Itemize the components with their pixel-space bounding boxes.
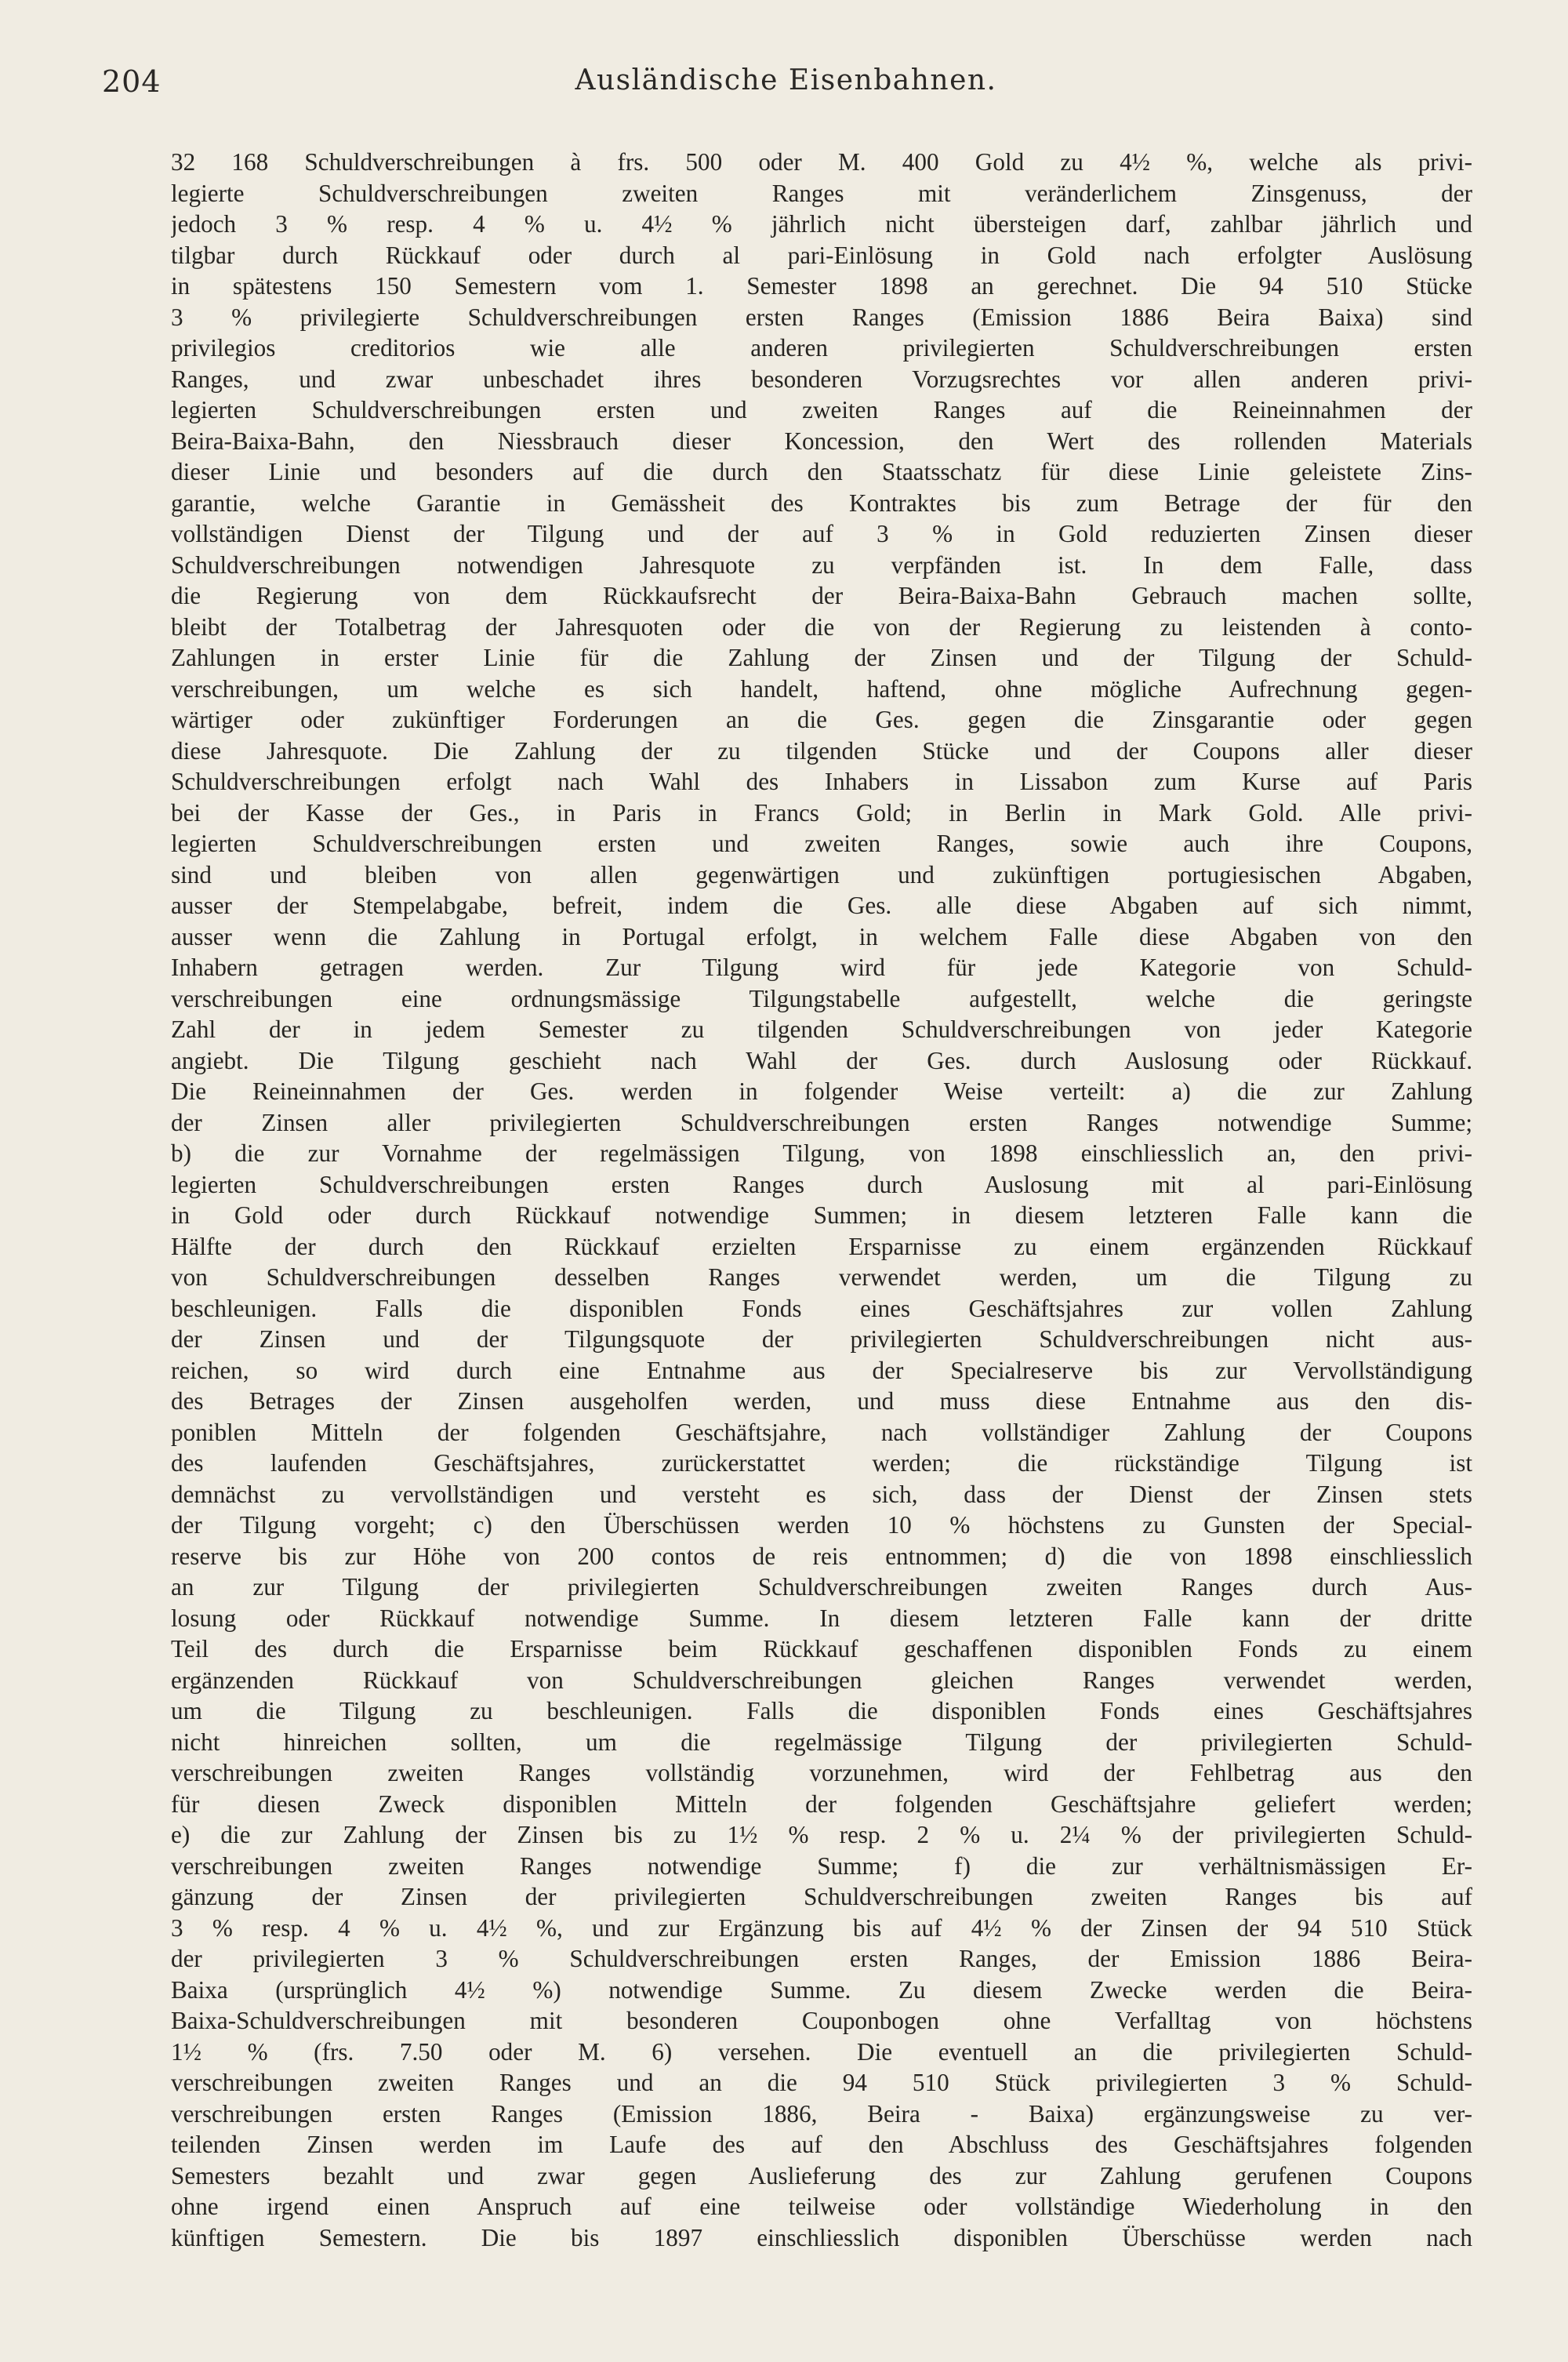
text-line: verschreibungen eine ordnungsmässige Tilgungstabelle aufgestellt, welche die geringste [171, 984, 1472, 1012]
text-line: teilenden Zinsen werden im Laufe des auf den Abschluss des Geschäftsjahres folgenden [171, 2131, 1472, 2158]
text-line: poniblen Mitteln der folgenden Geschäftsjahre, nach vollständiger Zahlung der Coupons [171, 1418, 1472, 1446]
text-line: beschleunigen. Falls die disponiblen Fonds eines Geschäftsjahres zur vollen Zahlung [171, 1294, 1472, 1322]
body-text [171, 147, 1472, 2253]
text-line: Zahl der in jedem Semester zu tilgenden Schuldverschreibungen von jeder Kategorie [171, 1016, 1472, 1043]
text-line: demnächst zu vervollständigen und versteht es sich, dass der Dienst der Zinsen stets [171, 1480, 1472, 1508]
text-line: Hälfte der durch den Rückkauf erzielten Ersparnisse zu einem ergänzenden Rückkauf [171, 1232, 1472, 1260]
text-line: Teil des durch die Ersparnisse beim Rückkauf geschaffenen disponiblen Fonds zu einem [171, 1635, 1472, 1662]
text-line: ergänzenden Rückkauf von Schuldverschreibungen gleichen Ranges verwendet werden, [171, 1666, 1472, 1694]
text-line: Semesters bezahlt und zwar gegen Auslieferung des zur Zahlung gerufenen Coupons [171, 2161, 1472, 2189]
text-line: reichen, so wird durch eine Entnahme aus der Specialreserve bis zur Vervollständigung [171, 1356, 1472, 1384]
text-line: Baixa (ursprünglich 4½ %) notwendige Summe. Zu diesem Zwecke werden die Beira- [171, 1975, 1472, 2004]
text-line: an zur Tilgung der privilegierten Schuldverschreibungen zweiten Ranges durch Aus- [171, 1573, 1472, 1601]
text-line: in spätestens 150 Semestern vom 1. Semester 1898 an gerechnet. Die 94 510 Stücke [171, 272, 1472, 300]
text-line: 3 % privilegierte Schuldverschreibungen ersten Ranges (Emission 1886 Beira Baixa) sind [171, 303, 1472, 331]
page-header [102, 64, 1470, 111]
text-line: b) die zur Vornahme der regelmässigen Tilgung, von 1898 einschliesslich an, den privi- [171, 1139, 1472, 1167]
text-line: angiebt. Die Tilgung geschieht nach Wahl der Ges. durch Auslosung oder Rückkauf. [171, 1046, 1472, 1074]
text-line: der Zinsen aller privilegierten Schuldverschreibungen ersten Ranges notwendige Summe; [171, 1108, 1472, 1136]
text-line: vollständigen Dienst der Tilgung und der auf 3 % in Gold reduzierten Zinsen dieser [171, 520, 1472, 547]
text-line: Zahlungen in erster Linie für die Zahlung der Zinsen und der Tilgung der Schuld- [171, 644, 1472, 671]
text-line: legierten Schuldverschreibungen ersten und zweiten Ranges, sowie auch ihre Coupons, [171, 830, 1472, 857]
text-line: des laufenden Geschäftsjahres, zurückerstattet werden; die rückständige Tilgung ist [171, 1449, 1472, 1477]
text-line: des Betrages der Zinsen ausgeholfen werden, und muss diese Entnahme aus den dis- [171, 1387, 1472, 1415]
text-line: verschreibungen, um welche es sich handelt, haftend, ohne mögliche Aufrechnung gegen- [171, 674, 1472, 703]
text-line: verschreibungen zweiten Ranges und an die 94 510 Stück privilegierten 3 % Schuld- [171, 2069, 1472, 2096]
text-line: 32 168 Schuldverschreibungen à frs. 500 oder M. 400 Gold zu 4½ %, welche als privi- [171, 148, 1472, 176]
text-line: sind und bleiben von allen gegenwärtigen und zukünftigen portugiesischen Abgaben, [171, 860, 1472, 888]
text-line: bleibt der Totalbetrag der Jahresquoten oder die von der Regierung zu leistenden à conto- [171, 612, 1472, 641]
text-line: losung oder Rückkauf notwendige Summe. In diesem letzteren Falle kann der dritte [171, 1604, 1472, 1632]
text-line: reserve bis zur Höhe von 200 contos de reis entnommen; d) die von 1898 einschliesslich [171, 1542, 1472, 1570]
text-line: Die Reineinnahmen der Ges. werden in folgender Weise verteilt: a) die zur Zahlung [171, 1077, 1472, 1105]
text-line: wärtiger oder zukünftiger Forderungen an die Ges. gegen die Zinsgarantie oder gegen [171, 706, 1472, 733]
text-line: der Tilgung vorgeht; c) den Überschüssen werden 10 % höchstens zu Gunsten der Special- [171, 1511, 1472, 1539]
text-line: der privilegierten 3 % Schuldverschreibungen ersten Ranges, der Emission 1886 Beira- [171, 1945, 1472, 1972]
text-line: gänzung der Zinsen der privilegierten Schuldverschreibungen zweiten Ranges bis auf [171, 1883, 1472, 1910]
text-line: legierte Schuldverschreibungen zweiten Ranges mit veränderlichem Zinsgenuss, der [171, 179, 1472, 207]
text-line: 3 % resp. 4 % u. 4½ %, und zur Ergänzung bis auf 4½ % der Zinsen der 94 510 Stück [171, 1913, 1472, 1942]
text-line: in Gold oder durch Rückkauf notwendige Summen; in diesem letzteren Falle kann die [171, 1201, 1472, 1229]
text-line: dieser Linie und besonders auf die durch den Staatsschatz für diese Linie geleistete Zins- [171, 458, 1472, 485]
text-line: Beira-Baixa-Bahn, den Niessbrauch dieser Koncession, den Wert des rollenden Materials [171, 427, 1472, 455]
text-line: tilgbar durch Rückkauf oder durch al pari-Einlösung in Gold nach erfolgter Auslösung [171, 241, 1472, 269]
text-line: verschreibungen zweiten Ranges vollständig vorzunehmen, wird der Fehlbetrag aus den [171, 1759, 1472, 1786]
text-line: garantie, welche Garantie in Gemässheit des Kontraktes bis zum Betrage der für den [171, 489, 1472, 517]
text-line: Schuldverschreibungen erfolgt nach Wahl des Inhabers in Lissabon zum Kurse auf Paris [171, 768, 1472, 795]
text-line: 1½ % (frs. 7.50 oder M. 6) versehen. Die eventuell an die privilegierten Schuld- [171, 2037, 1472, 2066]
text-line: um die Tilgung zu beschleunigen. Falls die disponiblen Fonds eines Geschäftsjahres [171, 1697, 1472, 1724]
running-title: Ausländische Eisenbahnen. [575, 64, 997, 96]
text-line: ohne irgend einen Anspruch auf eine teilweise oder vollständige Wiederholung in den [171, 2193, 1472, 2220]
text-line: Inhabern getragen werden. Zur Tilgung wird für jede Kategorie von Schuld- [171, 954, 1472, 981]
text-line: Schuldverschreibungen notwendigen Jahresquote zu verpfänden ist. In dem Falle, dass [171, 551, 1472, 579]
text-line: legierten Schuldverschreibungen ersten und zweiten Ranges auf die Reineinnahmen der [171, 396, 1472, 423]
text-line: e) die zur Zahlung der Zinsen bis zu 1½ % resp. 2 % u. 2¼ % der privilegierten Schuld- [171, 1821, 1472, 1848]
text-line: künftigen Semestern. Die bis 1897 einschliesslich disponiblen Überschüsse werden nach [171, 2223, 1472, 2251]
text-line: von Schuldverschreibungen desselben Ranges verwendet werden, um die Tilgung zu [171, 1263, 1472, 1291]
text-line: die Regierung von dem Rückkaufsrecht der Beira-Baixa-Bahn Gebrauch machen sollte, [171, 582, 1472, 609]
text-line: verschreibungen ersten Ranges (Emission 1886, Beira - Baixa) ergänzungsweise zu ver- [171, 2099, 1472, 2128]
text-line: Ranges, und zwar unbeschadet ihres besonderen Vorzugsrechtes vor allen anderen privi- [171, 365, 1472, 393]
text-line: jedoch 3 % resp. 4 % u. 4½ % jährlich nicht übersteigen darf, zahlbar jährlich und [171, 210, 1472, 238]
text-line: verschreibungen zweiten Ranges notwendige Summe; f) die zur verhältnismässigen Er- [171, 1851, 1472, 1880]
text-line: ausser der Stempelabgabe, befreit, indem die Ges. alle diese Abgaben auf sich nimmt, [171, 892, 1472, 919]
text-line: privilegios creditorios wie alle anderen privilegierten Schuldverschreibungen ersten [171, 334, 1472, 362]
text-line: ausser wenn die Zahlung in Portugal erfolgt, in welchem Falle diese Abgaben von den [171, 922, 1472, 950]
text-line: Baixa-Schuldverschreibungen mit besonderen Couponbogen ohne Verfalltag von höchstens [171, 2007, 1472, 2034]
text-line: diese Jahresquote. Die Zahlung der zu tilgenden Stücke und der Coupons aller dieser [171, 736, 1472, 765]
text-line: nicht hinreichen sollten, um die regelmässige Tilgung der privilegierten Schuld- [171, 1728, 1472, 1756]
text-line: bei der Kasse der Ges., in Paris in Francs Gold; in Berlin in Mark Gold. Alle privi- [171, 798, 1472, 827]
text-line: der Zinsen und der Tilgungsquote der privilegierten Schuldverschreibungen nicht aus- [171, 1325, 1472, 1353]
text-line: legierten Schuldverschreibungen ersten Ranges durch Auslosung mit al pari-Einlösung [171, 1170, 1472, 1198]
text-line: für diesen Zweck disponiblen Mitteln der folgenden Geschäftsjahre geliefert werden; [171, 1790, 1472, 1818]
page-number: 204 [102, 64, 162, 99]
